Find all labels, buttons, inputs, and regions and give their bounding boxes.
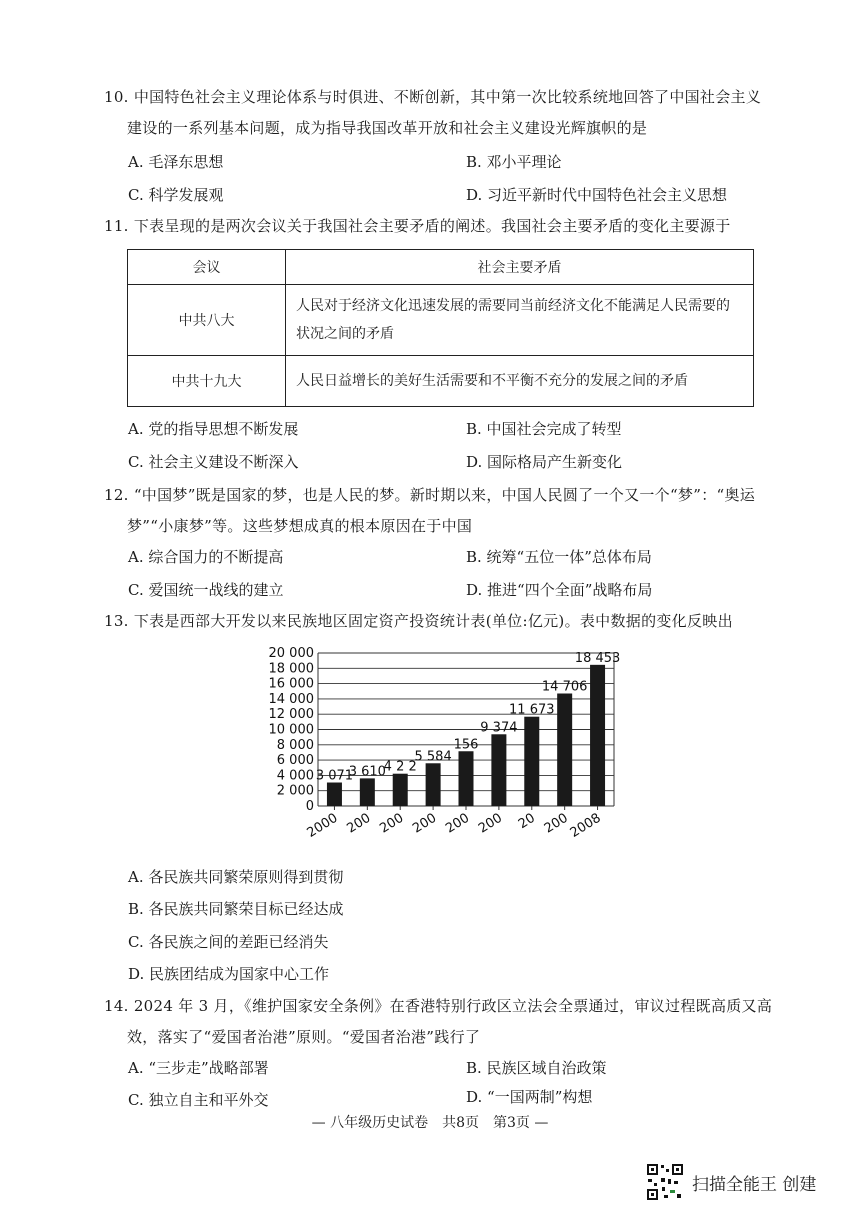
q14-option-b: B. 民族区域自治政策 (466, 1059, 607, 1077)
q12-option-c: C. 爱国统一战线的建立 (128, 581, 284, 599)
x-tick-label: 200 (541, 810, 571, 837)
q14-stem-line1: 14. 2024 年 3 月，《维护国家安全条例》在香港特别行政区立法会全票通过，审议过程既高质又高 (104, 997, 773, 1015)
x-tick-label: 200 (410, 810, 440, 837)
x-tick-label: 200 (443, 810, 473, 837)
table-row (128, 356, 754, 407)
q13-option-c: C. 各民族之间的差距已经消失 (128, 933, 329, 951)
table-header-contradiction: 社会主要矛盾 (286, 250, 754, 285)
q13-option-b: B. 各民族共同繁荣目标已经达成 (128, 900, 344, 918)
q14-option-a: A. “三步走”战略部署 (128, 1059, 269, 1077)
y-tick-label: 18 000 (268, 661, 314, 677)
x-tick-label: 200 (344, 810, 374, 837)
bar (426, 763, 441, 806)
q10-stem-line1: 10. 中国特色社会主义理论体系与时俱进、不断创新，其中第一次比较系统地回答了中国社会主义 (104, 88, 762, 106)
bar (491, 734, 506, 806)
x-tick-label: 200 (377, 810, 407, 837)
y-tick-label: 0 (305, 799, 314, 814)
table-cell-contradiction: 人民对于经济文化迅速发展的需要同当前经济文化不能满足人民需要的状况之间的矛盾 (286, 285, 754, 356)
q10-option-a: A. 毛泽东思想 (128, 153, 224, 171)
bar (327, 783, 342, 806)
x-tick-label: 2000 (304, 810, 341, 841)
table-cell-contradiction: 人民日益增长的美好生活需要和不平衡不充分的发展之间的矛盾 (286, 356, 754, 407)
y-tick-label: 10 000 (268, 722, 314, 738)
y-tick-label: 14 000 (268, 691, 314, 707)
bar (393, 774, 408, 806)
y-tick-label: 8 000 (276, 737, 314, 753)
data-label: 156 (453, 737, 479, 753)
y-tick-label: 20 000 (268, 646, 314, 661)
data-label: 3 610 (348, 764, 386, 780)
bar (590, 665, 605, 806)
x-tick-label: 20 (515, 810, 538, 833)
q10-option-d: D. 习近平新时代中国特色社会主义思想 (466, 186, 728, 204)
x-tick-label: 2008 (567, 810, 604, 841)
investment-bar-chart (262, 640, 632, 865)
bar (459, 751, 474, 806)
data-label: 18 453 (574, 650, 621, 666)
q14-option-d: D. “一国两制”构想 (466, 1088, 593, 1106)
q10-option-b: B. 邓小平理论 (466, 153, 562, 171)
q12-option-a: A. 综合国力的不断提高 (128, 548, 284, 566)
y-tick-label: 6 000 (276, 753, 314, 769)
q10-option-c: C. 科学发展观 (128, 186, 224, 204)
table-header-meeting: 会议 (128, 250, 286, 285)
y-tick-label: 2 000 (276, 783, 314, 799)
q14-stem-line2: 效，落实了“爱国者治港”原则。“爱国者治港”践行了 (127, 1028, 481, 1046)
data-label: 14 706 (541, 679, 588, 695)
qr-code-icon (646, 1163, 684, 1201)
q11-option-c: C. 社会主义建设不断深入 (128, 453, 299, 471)
data-label: 9 374 (480, 720, 518, 736)
page-footer: — 八年级历史试卷 共8页 第3页 — (311, 1115, 549, 1131)
bar (524, 717, 539, 806)
data-label: 5 584 (414, 749, 452, 765)
watermark-text: 扫描全能王 创建 (692, 1175, 817, 1195)
bar (360, 778, 375, 806)
q11-option-b: B. 中国社会完成了转型 (466, 420, 622, 438)
q13-option-a: A. 各民族共同繁荣原则得到贯彻 (128, 868, 344, 886)
data-label: 11 673 (509, 702, 555, 718)
table-cell-meeting: 中共八大 (128, 285, 286, 356)
y-tick-label: 4 000 (276, 768, 314, 784)
table-row (128, 285, 754, 356)
q13-option-d: D. 民族团结成为国家中心工作 (128, 965, 330, 983)
q12-option-b: B. 统筹“五位一体”总体布局 (466, 548, 652, 566)
q13-stem: 13. 下表是西部大开发以来民族地区固定资产投资统计表(单位:亿元)。表中数据的变化反映出 (104, 612, 733, 630)
q11-table (127, 249, 754, 407)
q14-option-c: C. 独立自主和平外交 (128, 1091, 269, 1109)
x-tick-label: 200 (476, 810, 506, 837)
bar (557, 693, 572, 806)
y-tick-label: 12 000 (268, 707, 314, 723)
table-header-row (128, 250, 754, 285)
chart-y-ticks (269, 646, 315, 814)
q12-option-d: D. 推进“四个全面”战略布局 (466, 581, 653, 599)
q10-stem-line2: 建设的一系列基本问题，成为指导我国改革开放和社会主义建设光辉旗帜的是 (127, 119, 648, 137)
q11-option-a: A. 党的指导思想不断发展 (128, 420, 299, 438)
q11-option-d: D. 国际格局产生新变化 (466, 453, 623, 471)
q11-stem: 11. 下表呈现的是两次会议关于我国社会主要矛盾的阐述。我国社会主要矛盾的变化主要源于 (104, 217, 731, 235)
q12-stem-line2: 梦”“小康梦”等。这些梦想成真的根本原因在于中国 (127, 517, 473, 535)
data-label: 4 2 2 (383, 759, 417, 775)
q12-stem-line1: 12. “中国梦”既是国家的梦，也是人民的梦。新时期以来，中国人民圆了一个又一个“梦”：“奥运 (104, 486, 756, 504)
chart-x-ticks (305, 806, 604, 841)
data-label: 3 071 (315, 768, 354, 784)
y-tick-label: 16 000 (268, 676, 314, 692)
table-cell-meeting: 中共十九大 (128, 356, 286, 407)
